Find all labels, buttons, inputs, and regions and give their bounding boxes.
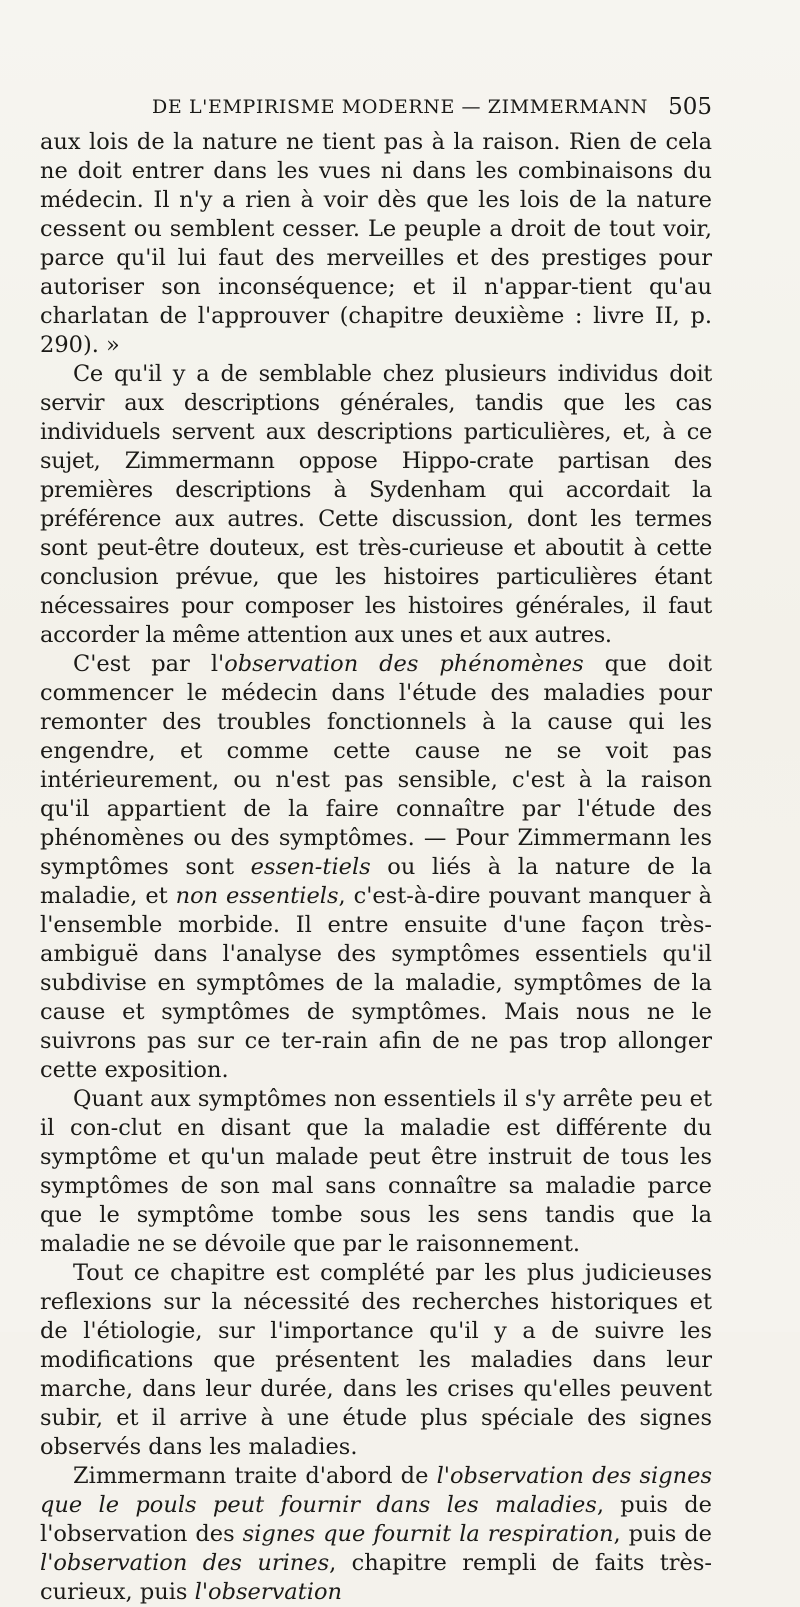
paragraph-3-text-3: ou liés à la nature de la maladie, et xyxy=(40,854,712,909)
paragraph-5: Tout ce chapitre est complété par les plus judicieuses reflexions sur la nécessité des recherches historiques et de l'étiologie, sur l'importance qu'il y a de suivre les modifications que présentent les maladies dans leur marche, dans leur durée, dans les crises qu'elles peuvent subir, et il arrive à une étude plus spéciale des signes observés dans les maladies. xyxy=(40,1260,712,1460)
paragraph-3-italic-1: observation des phénomènes xyxy=(224,651,584,677)
running-title: DE L'EMPIRISME MODERNE — ZIMMERMANN xyxy=(152,96,649,118)
paragraph-3 xyxy=(40,650,712,1085)
paragraph-3-text-1: C'est par l' xyxy=(73,651,225,677)
paragraph-6-text-3: , puis de xyxy=(613,1521,712,1547)
paragraph-3-text-2: que doit commencer le médecin dans l'étude des maladies pour remonter des troubles fonctionnels à la cause qui les engendre, et comme cette cause ne se voit pas intérieurement, ou n'est pas sensible, c'est à la raison qu'il appartient de la faire connaître par l'étude des phénomènes ou des symptômes. — Pour Zimmermann les symptômes sont xyxy=(40,651,712,880)
paragraph-3-text-4: , c'est-à-dire pouvant manquer à l'ensemble morbide. Il entre ensuite d'une façon très-ambiguë dans l'analyse des symptômes essentiels qu'il subdivise en symptômes de la maladie, symptômes de la cause et symptômes de symptômes. Mais nous ne le suivrons pas sur ce ter-rain afin de ne pas trop allonger cette exposition. xyxy=(40,883,712,1083)
running-header xyxy=(152,96,712,124)
paragraph-6-text-2: , puis de l'observation des xyxy=(40,1492,712,1547)
paragraph-6-italic-4: l'observation xyxy=(194,1579,342,1605)
body-text xyxy=(40,128,712,1607)
paragraph-6-italic-2: signes que fournit la respiration xyxy=(242,1521,614,1547)
paragraph-6-text-4: , chapitre rempli de faits très-curieux, puis xyxy=(40,1550,712,1605)
paragraph-6-text-1: Zimmermann traite d'abord de xyxy=(73,1463,437,1489)
paragraph-3-italic-2: essen-tiels xyxy=(250,854,371,880)
paragraph-2: Ce qu'il y a de semblable chez plusieurs individus doit servir aux descriptions générales, tandis que les cas individuels servent aux descriptions particulières, et, à ce sujet, Zimmermann oppose Hippo-crate partisan des premières descriptions à Sydenham qui accordait la préférence aux autres. Cette discussion, dont les termes sont peut-être douteux, est très-curieuse et aboutit à cette conclusion prévue, que les histoires particulières étant nécessaires pour composer les histoires générales, il faut accorder la même attention aux unes et aux autres. xyxy=(40,361,712,648)
paragraph-1: aux lois de la nature ne tient pas à la raison. Rien de cela ne doit entrer dans les vues ni dans les combinaisons du médecin. Il n'y a rien à voir dès que les lois de la nature cessent ou semblent cesser. Le peuple a droit de tout voir, parce qu'il lui faut des merveilles et des prestiges pour autoriser son inconséquence; et il n'appar-tient qu'au charlatan de l'approuver (chapitre deuxième : livre II, p. 290). » xyxy=(40,129,712,358)
page-number: 505 xyxy=(668,94,712,120)
paragraph-6-italic-3: l'observation des urines xyxy=(40,1550,330,1576)
paragraph-6-italic-1: l'observation des signes que le pouls peut fournir dans les maladies xyxy=(40,1463,713,1518)
paragraph-3-italic-3: non essentiels xyxy=(175,883,339,909)
paragraph-4: Quant aux symptômes non essentiels il s'y arrête peu et il con-clut en disant que la maladie est différente du symptôme et qu'un malade peut être instruit de tous les symptômes de son mal sans connaître sa maladie parce que le symptôme tombe sous les sens tandis que la maladie ne se dévoile que par le raisonnement. xyxy=(40,1086,712,1257)
paragraph-6 xyxy=(40,1462,712,1607)
